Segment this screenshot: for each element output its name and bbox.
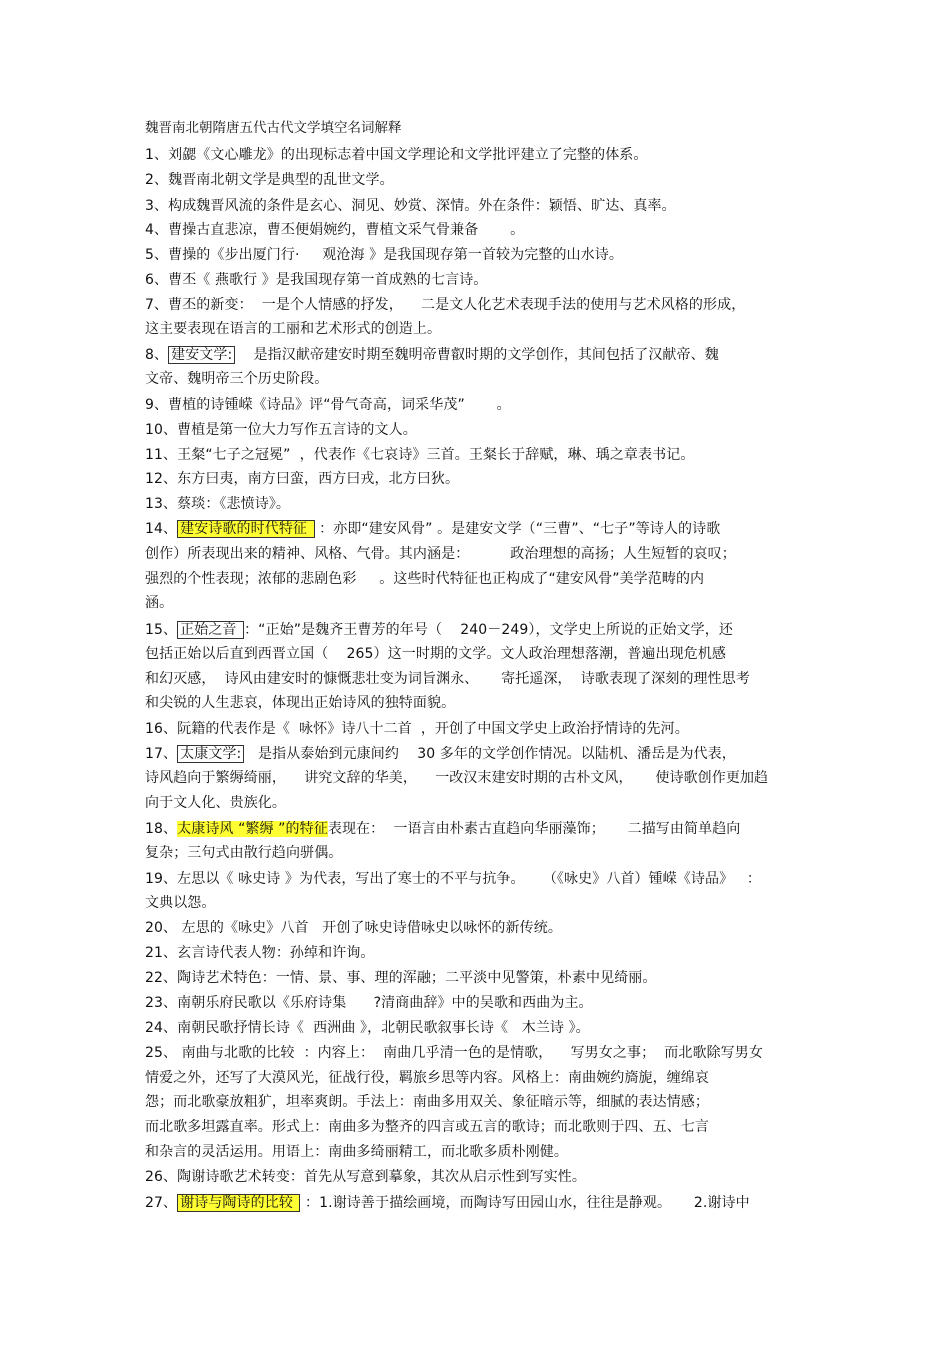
text-line: 8、 建安文学: 是指汉献帝建安时期至魏明帝曹叡时期的文学创作，其间包括了汉献帝、魏 — [145, 347, 719, 363]
text-line: 13、蔡琰：《悲愤诗》。 — [145, 496, 291, 512]
text-line: 6、曹丕《 燕歌行 》是我国现存第一首成熟的七言诗。 — [145, 272, 488, 288]
text-line: 11、王粲“七子之冠冕” ，代表作《七哀诗》三首。王粲长于辞赋，琳、瑀之章表书记。 — [145, 447, 695, 463]
text-line: 14、 建安诗歌的时代特征 ：亦即“建安风骨” 。是建安文学（“三曹”、“七子”等诗人的诗歌 — [145, 521, 721, 537]
document-title: 魏晋南北朝隋唐五代古代文学填空名词解释 — [145, 120, 402, 136]
text-line: 17、 太康文学: 是指从泰始到元康间约 30 多年的文学创作情况。以陆机、潘岳是为代表， — [145, 746, 736, 762]
text-line: 12、东方曰夷，南方曰蛮，西方曰戎，北方曰狄。 — [145, 471, 460, 487]
text-line: 26、陶谢诗歌艺术转变：首先从写意到摹象，其次从启示性到写实性。 — [145, 1169, 587, 1185]
text-line: 1、刘勰《文心雕龙》的出现标志着中国文学理论和文学批评建立了完整的体系。 — [145, 147, 648, 163]
text-line: 复杂；三句式由散行趋向骈偶。 — [145, 845, 343, 861]
text-line: 向于文人化、贵族化。 — [145, 795, 286, 811]
text-line: 3、构成魏晋风流的条件是玄心、洞见、妙赏、深情。外在条件：颖悟、旷达、真率。 — [145, 198, 676, 214]
text-line: 和幻灭感， 诗风由建安时的慷慨悲壮变为词旨渊永、 寄托遥深， 诗歌表现了深刻的理性思考 — [145, 671, 750, 687]
text-line: 21、玄言诗代表人物：孙绰和许询。 — [145, 945, 375, 961]
text-line: 5、曹操的《步出厦门行· 观沧海 》是我国现存第一首较为完整的山水诗。 — [145, 247, 623, 263]
text-line: 10、曹植是第一位大力写作五言诗的文人。 — [145, 422, 417, 438]
text-line: 9、曹植的诗锺嵘《诗品》评“骨气奇高，词采华茂” 。 — [145, 397, 511, 413]
text-line: 20、 左思的《咏史》八首 开创了咏史诗借咏史以咏怀的新传统。 — [145, 920, 562, 936]
text-line: 23、南朝乐府民歌以《乐府诗集 ?清商曲辞》中的吴歌和西曲为主。 — [145, 995, 593, 1011]
text-line: 强烈的个性表现；浓郁的悲剧色彩 。这些时代特征也正构成了“建安风骨”美学范畴的内 — [145, 571, 705, 587]
text-line: 27、 谢诗与陶诗的比较 ：1.谢诗善于描绘画境，而陶诗写田园山水，往往是静观。 2.谢诗中 — [145, 1195, 750, 1211]
term-box: 正始之音 — [177, 621, 244, 639]
text-line: 怨；而北歌豪放粗犷，坦率爽朗。手法上：南曲多用双关、象征暗示等，细腻的表达情感； — [145, 1094, 709, 1110]
text-line: 包括正始以后直到西晋立国（ 265）这一时期的文学。文人政治理想落潮，普遍出现危机感 — [145, 646, 727, 662]
term-highlight: 谢诗与陶诗的比较 — [177, 1194, 300, 1212]
text-line: 18、太康诗风 “繁缛 ”的特征表现在： 一语言由朴素古直趋向华丽藻饰； 二描写由简单趋向 — [145, 821, 741, 837]
text-line: 25、 南曲与北歌的比较 ：内容上： 南曲几乎清一色的是情歌， 写男女之事； 而北歌除写男女 — [145, 1045, 763, 1061]
text-line: 创作）所表现出来的精神、风格、气骨。其内涵是： 政治理想的高扬；人生短暂的哀叹； — [145, 546, 736, 562]
term-highlight: 建安诗歌的时代特征 — [177, 520, 314, 538]
text-line: 2、魏晋南北朝文学是典型的乱世文学。 — [145, 172, 394, 188]
text-line: 和杂言的灵活运用。用语上：南曲多绮丽精工，而北歌多质朴刚健。 — [145, 1144, 568, 1160]
text-line: 涵。 — [145, 595, 174, 611]
text-line: 19、左思以《 咏史诗 》为代表，写出了寒士的不平与抗争。 （《咏史》八首）锺嵘《诗品》 ： — [145, 871, 761, 887]
text-line: 4、曹操古直悲凉，曹丕便娟婉约，曹植文采气骨兼备 。 — [145, 222, 525, 238]
text-line: 情爱之外，还写了大漠风光，征战行役，羁旅乡思等内容。风格上：南曲婉约旖旎，缠绵哀 — [145, 1070, 709, 1086]
text-line: 和尖锐的人生悲哀，体现出正始诗风的独特面貌。 — [145, 695, 456, 711]
text-line: 15、 正始之音 ：“正始”是魏齐王曹芳的年号（ 240－249），文学史上所说的正始文学，还 — [145, 622, 733, 638]
term-highlight: 太康诗风 “繁缛 ”的特征 — [177, 821, 328, 837]
term-box: 建安文学: — [168, 346, 235, 364]
text-line: 文典以怨。 — [145, 895, 216, 911]
text-line: 诗风趋向于繁缛绮丽， 讲究文辞的华美， 一改汉末建安时期的古朴文风， 使诗歌创作更加趋 — [145, 770, 769, 786]
text-line: 而北歌多坦露直率。形式上：南曲多为整齐的四言或五言的歌诗；而北歌则于四、五、七言 — [145, 1119, 709, 1135]
term-box: 太康文学: — [177, 745, 244, 763]
text-line: 文帝、魏明帝三个历史阶段。 — [145, 371, 329, 387]
text-line: 16、阮籍的代表作是《 咏怀》诗八十二首 ，开创了中国文学史上政治抒情诗的先河。 — [145, 721, 689, 737]
text-line: 22、陶诗艺术特色：一情、景、事、理的浑融；二平淡中见警策，朴素中见绮丽。 — [145, 970, 657, 986]
text-line: 这主要表现在语言的工丽和艺术形式的创造上。 — [145, 321, 442, 337]
text-line: 24、南朝民歌抒情长诗《 西洲曲 》，北朝民歌叙事长诗《 木兰诗 》。 — [145, 1020, 590, 1036]
text-line: 7、曹丕的新变： 一是个人情感的抒发， 二是文人化艺术表现手法的使用与艺术风格的形成， — [145, 297, 746, 313]
